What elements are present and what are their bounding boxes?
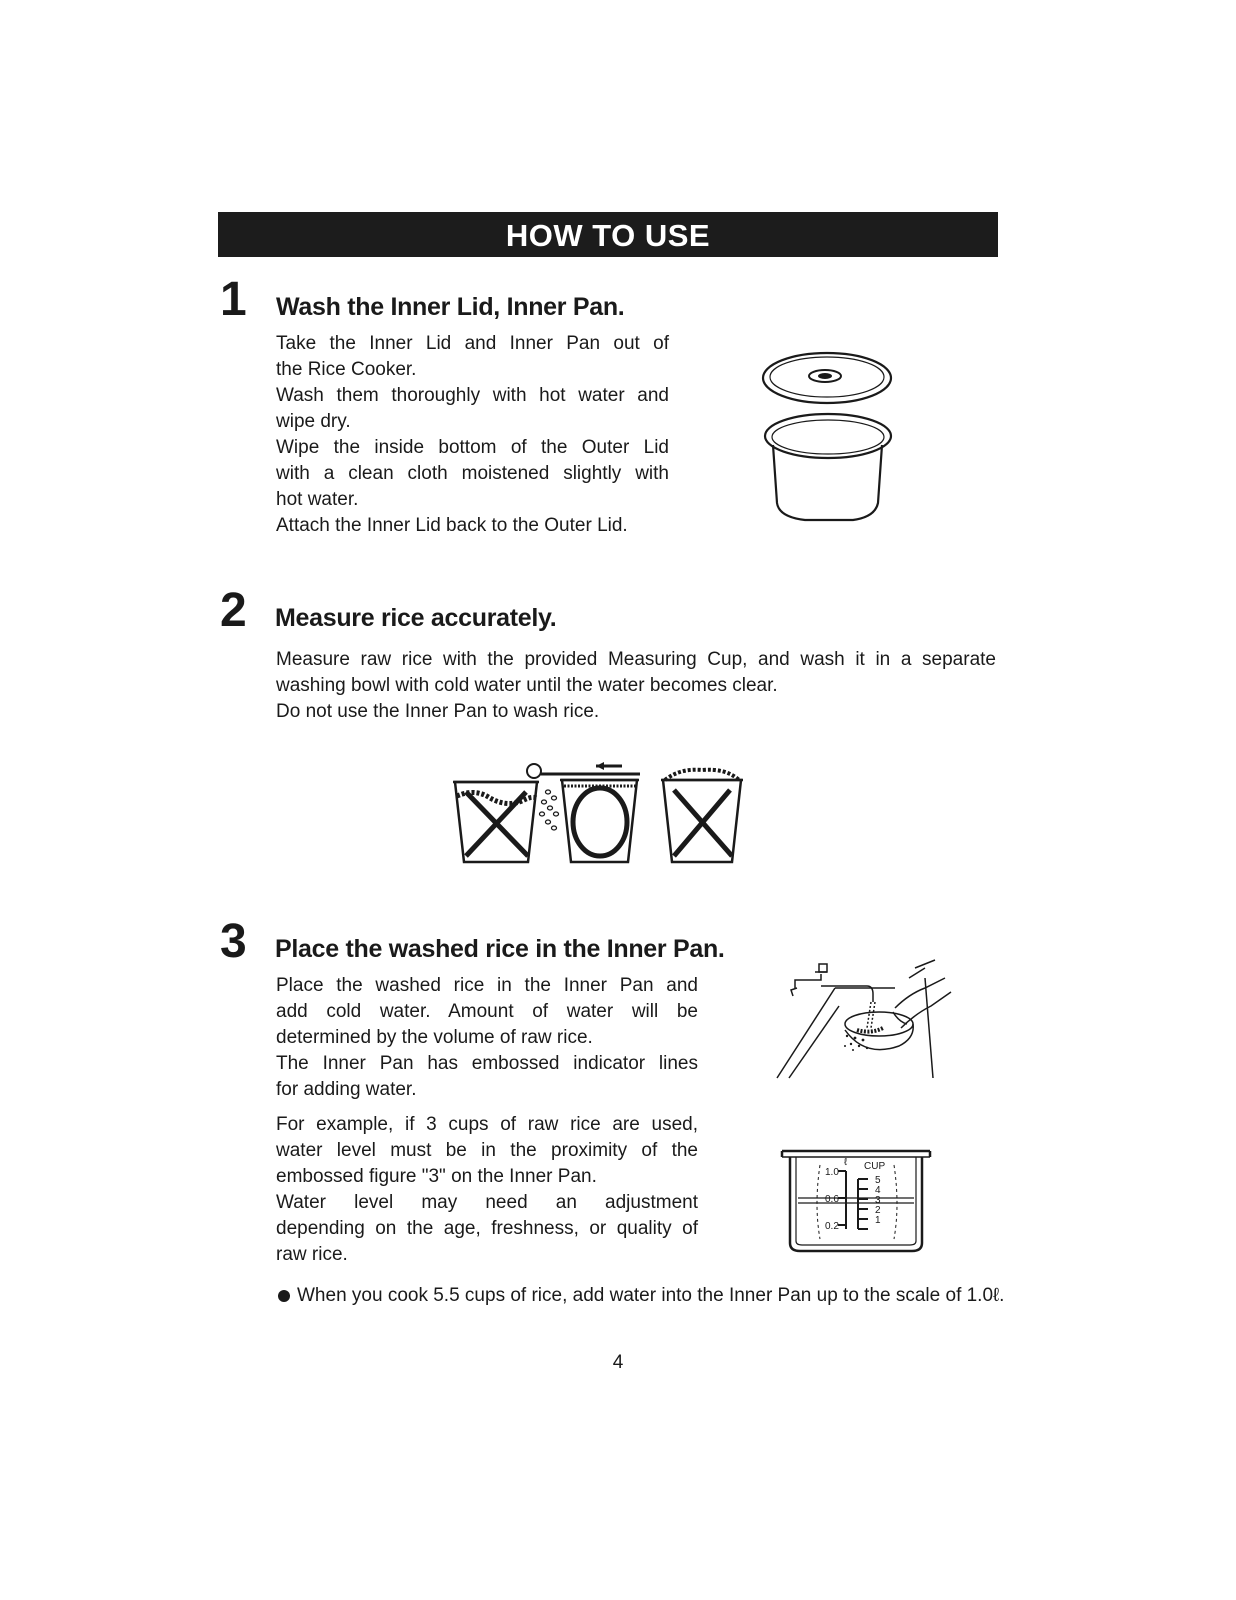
text-line: Do not use the Inner Pan to wash rice. [276, 701, 600, 722]
note-bullet [278, 1283, 1008, 1308]
text-line: depending on the age, freshness, or quality of [276, 1218, 698, 1239]
text-line: Wipe the inside bottom of the Outer Lid [276, 437, 669, 458]
inner-pan-water-scale-illustration [778, 1145, 934, 1257]
text-line: raw rice. [276, 1244, 348, 1265]
section-banner: HOW TO USE [218, 212, 998, 257]
text-line: The Inner Pan has embossed indicator lines [276, 1053, 698, 1074]
text-line: for adding water. [276, 1079, 417, 1100]
liter-mark: 0.2 [825, 1221, 839, 1232]
text-line: with a clean cloth moistened slightly with [276, 463, 669, 484]
liter-mark: 0.6 [825, 1194, 839, 1205]
text-line: the Rice Cooker. [276, 359, 417, 380]
text-line: add cold water. Amount of water will be [276, 1001, 698, 1022]
text-line: Measure raw rice with the provided Measuring Cup, and wash it in a separate [276, 649, 996, 670]
liter-mark: 1.0 [825, 1167, 839, 1178]
liter-unit-label: ℓ [844, 1157, 848, 1168]
step-number: 2 [220, 584, 247, 637]
step-heading: Measure rice accurately. [275, 604, 557, 632]
rice-measuring-illustration [450, 758, 750, 870]
note-text: When you cook 5.5 cups of rice, add water into the Inner Pan up to the scale of 1.0ℓ. [297, 1285, 1005, 1306]
text-line: For example, if 3 cups of raw rice are used, [276, 1114, 698, 1135]
rice-washing-sink-illustration [775, 958, 955, 1083]
step-body [276, 647, 996, 725]
step-number: 3 [220, 915, 247, 968]
text-line: Wash them thoroughly with hot water and [276, 385, 669, 406]
step-body [276, 331, 669, 539]
cup-mark: 5 [875, 1175, 881, 1186]
text-line: Take the Inner Lid and Inner Pan out of [276, 333, 669, 354]
inner-lid-and-pan-illustration [755, 345, 905, 530]
cup-mark: 2 [875, 1205, 881, 1216]
step-heading: Wash the Inner Lid, Inner Pan. [276, 293, 625, 321]
cup-mark: 4 [875, 1185, 881, 1196]
step-body [276, 973, 698, 1103]
cup-unit-label: CUP [864, 1161, 886, 1172]
text-line: Attach the Inner Lid back to the Outer Lid. [276, 515, 628, 536]
cup-mark: 1 [875, 1215, 881, 1226]
text-line: Place the washed rice in the Inner Pan and [276, 975, 698, 996]
text-line: washing bowl with cold water until the water becomes clear. [276, 675, 778, 696]
text-line: determined by the volume of raw rice. [276, 1027, 593, 1048]
step-heading: Place the washed rice in the Inner Pan. [275, 935, 725, 963]
text-line: hot water. [276, 489, 359, 510]
bullet-icon [278, 1290, 290, 1302]
text-line: Water level may need an adjustment [276, 1192, 698, 1213]
step-body-example [276, 1112, 698, 1268]
text-line: water level must be in the proximity of the [276, 1140, 698, 1161]
cup-mark: 3 [875, 1195, 881, 1206]
text-line: embossed figure "3" on the Inner Pan. [276, 1166, 597, 1187]
page-number: 4 [612, 1352, 624, 1373]
text-line: wipe dry. [276, 411, 351, 432]
step-number: 1 [220, 273, 247, 326]
